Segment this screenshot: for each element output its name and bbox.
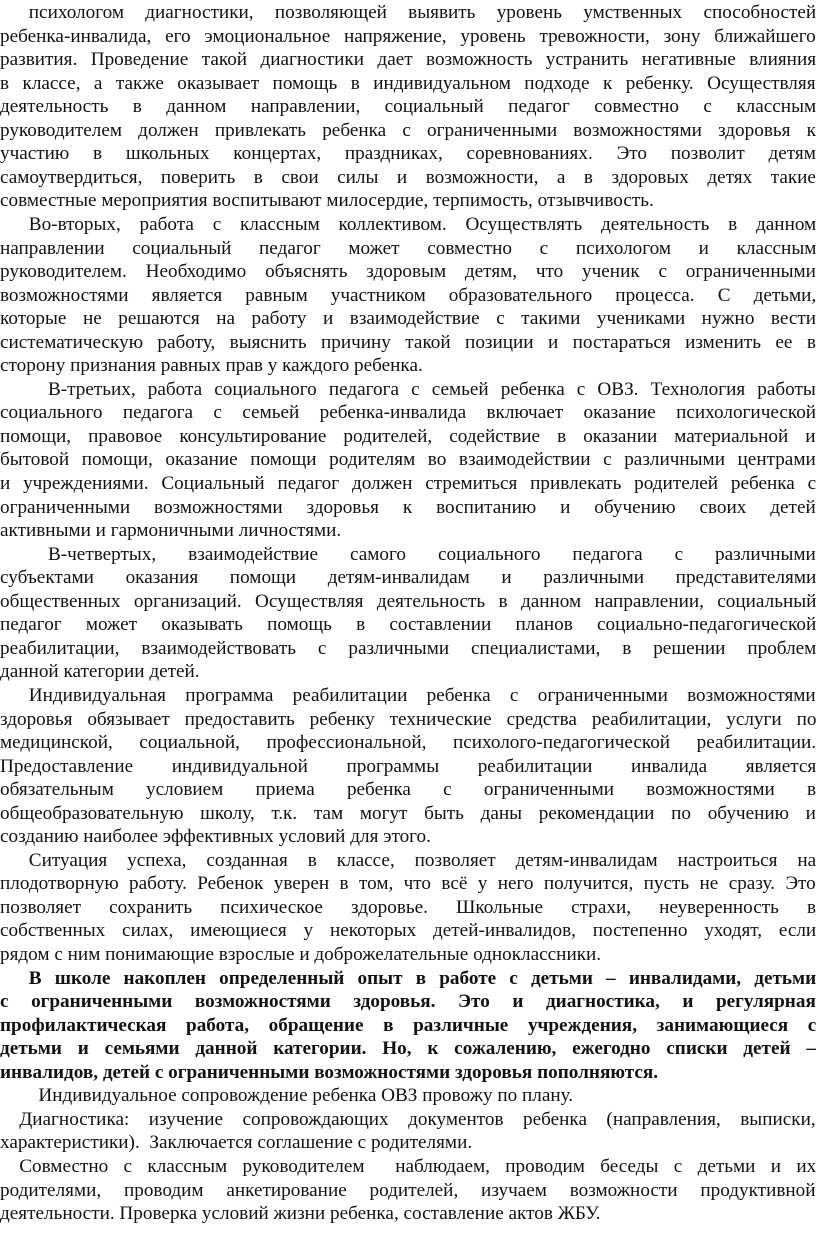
- text-line: с ограниченными возможностями здоровья. Это и диагностика, и регулярная: [0, 991, 816, 1013]
- text-line: общественных организаций. Осуществляя деятельность в данном направлении, социальный: [0, 590, 816, 612]
- text-line: Индивидуальное сопровождение ребенка ОВЗ провожу по плану.: [0, 1085, 574, 1107]
- text-line: В-четвертых, взаимодействие самого социального педагога с различными: [47, 543, 816, 565]
- text-line: медицинской, социальной, профессиональной, психолого-педагогической реабилитации.: [0, 732, 816, 754]
- text-line: деятельности. Проверка условий жизни ребенка, составление актов ЖБУ.: [0, 1203, 601, 1225]
- text-line: самоутвердиться, поверить в свои силы и возможности, а в здоровых детях такие: [0, 166, 816, 188]
- text-line: характеристики). Заключается соглашение с родителями.: [0, 1132, 473, 1154]
- text-line: В школе накоплен определенный опыт в работе с детьми – инвалидами, детьми: [28, 967, 816, 989]
- text-line: и учреждениями. Социальный педагог должен стремиться привлекать родителей ребенка с: [0, 473, 816, 494]
- text-line: психологом диагностики, позволяющей выявить уровень умственных способностей: [28, 2, 816, 23]
- text-line: В-третьих, работа социального педагога с семьей ребенка с ОВЗ. Технология работы: [47, 378, 816, 400]
- text-line: Ситуация успеха, созданная в классе, позволяет детям-инвалидам настроиться на: [28, 849, 816, 871]
- text-line: здоровья обязывает предоставить ребенку технические средства реабилитации, услуги по: [0, 708, 816, 730]
- text-line: активными и гармоничными личностями.: [0, 520, 342, 542]
- text-line: руководителем должен привлекать ребенка с ограниченными возможностями здоровья к: [0, 119, 816, 141]
- text-line: Совместно с классным руководителем наблюдаем, проводим беседы с детьми и их: [19, 1155, 816, 1177]
- text-line: созданию наиболее эффективных условий для этого.: [0, 826, 431, 848]
- text-line: собственных силах, имеющиеся у некоторых детей-инвалидов, постепенно уходят, если: [0, 920, 816, 942]
- text-line: бытовой помощи, оказание помощи родителям во взаимодействии с различными центрами: [0, 449, 816, 471]
- text-line: совместные мероприятия воспитывают милосердие, терпимость, отзывчивость.: [0, 190, 654, 212]
- text-line: рядом с ним понимающие взрослые и доброжелательные одноклассники.: [0, 944, 602, 965]
- text-line: направлении социальный педагог может совместно с психологом и классным: [0, 237, 816, 259]
- text-line: инвалидов, детей с ограниченными возможностями здоровья пополняются.: [0, 1061, 659, 1083]
- text-line: в классе, а также оказывает помощь в индивидуальном подходе к ребенку. Осуществляя: [0, 72, 816, 94]
- text-line: систематическую работу, выяснить причину такой позиции и постараться изменить ее в: [0, 331, 816, 353]
- text-line: участию в школьных концертах, праздниках, соревнованиях. Это позволит детям: [0, 143, 816, 165]
- text-line: реабилитации, взаимодействовать с различными специалистами, в решении проблем: [0, 637, 816, 659]
- text-line: Индивидуальная программа реабилитации ребенка с ограниченными возможностями: [28, 684, 816, 706]
- text-line: социального педагога с семьей ребенка-инвалида включает оказание психологической: [0, 402, 816, 424]
- text-line: Диагностика: изучение сопровождающих документов ребенка (направления, выписки,: [19, 1108, 816, 1130]
- text-line: руководителем. Необходимо объяснять здоровым детям, что ученик с ограниченными: [0, 261, 816, 283]
- text-line: сторону признания равных прав у каждого ребенка.: [0, 355, 423, 377]
- text-line: детьми и семьями данной категории. Но, к сожалению, ежегодно списки детей –: [0, 1038, 816, 1060]
- text-line: профилактическая работа, обращение в различные учреждения, занимающиеся с: [0, 1014, 816, 1036]
- text-line: педагог может оказывать помощь в составлении планов социально-педагогической: [0, 614, 816, 636]
- text-line: плодотворную работу. Ребенок уверен в том, что всё у него получится, пусть не сразу. Это: [0, 873, 816, 895]
- text-line: данной категории детей.: [0, 661, 200, 683]
- text-line: которые не решаются на работу и взаимодействие с такими учениками нужно вести: [0, 308, 816, 330]
- text-line: Во-вторых, работа с классным коллективом. Осуществлять деятельность в данном: [28, 213, 816, 235]
- text-line: родителями, проводим анкетирование родителей, изучаем возможности продуктивной: [0, 1179, 816, 1201]
- text-line: развития. Проведение такой диагностики дает возможность устранить негативные влияния: [0, 49, 816, 71]
- text-line: позволяет сохранить психическое здоровье. Школьные страхи, неуверенность в: [0, 896, 816, 918]
- text-line: ребенка-инвалида, его эмоциональное напряжение, уровень тревожности, зону ближайшего: [0, 25, 816, 47]
- text-line: возможностями является равным участником образовательного процесса. С детьми,: [0, 284, 816, 306]
- text-line: Предоставление индивидуальной программы реабилитации инвалида является: [0, 755, 816, 777]
- text-line: помощи, правовое консультирование родителей, содействие в оказании материальной и: [0, 425, 816, 447]
- text-line: общеобразовательную школу, т.к. там могут быть даны рекомендации по обучению и: [0, 802, 816, 824]
- text-line: деятельность в данном направлении, социальный педагог совместно с классным: [0, 96, 816, 118]
- text-line: обязательным условием приема ребенка с ограниченными возможностями в: [0, 779, 816, 801]
- text-line: ограниченными возможностями здоровья к воспитанию и обучению своих детей: [0, 496, 816, 518]
- text-line: субъектами оказания помощи детям-инвалидам и различными представителями: [0, 567, 816, 589]
